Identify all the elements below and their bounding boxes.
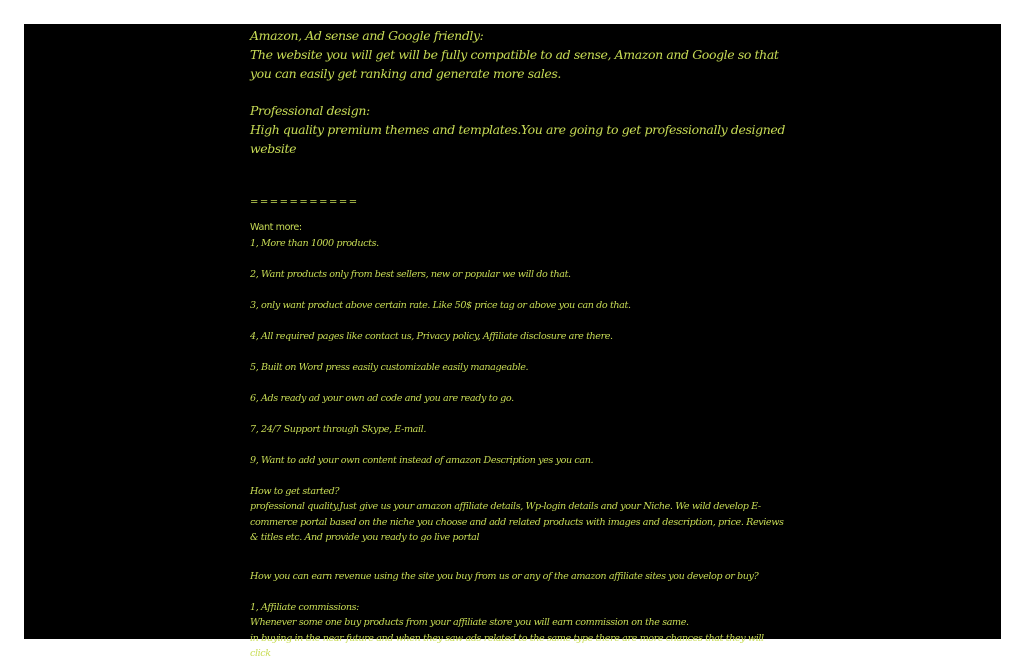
started-heading: How to get started? [250,485,340,497]
list-item: 9, Want to add your own content instead of amazon Description yes you can. [250,454,594,466]
list-item: 7, 24/7 Support through Skype, E-mail. [250,423,426,435]
list-item: 1, More than 1000 products. [250,237,379,249]
amazon-text: The website you will get will be fully compatible to ad sense, Amazon and Google so that you can easily get ranking and generate more sales. [250,47,779,81]
design-heading: Professional design: [250,103,370,118]
document-panel [24,24,1001,659]
list-item: 6, Ads ready ad your own ad code and you are ready to go. [250,392,514,404]
document-content [250,26,785,662]
revenue-question: How you can earn revenue using the site you buy from us or any of the amazon affiliate sites you develop or buy? [250,570,759,582]
list-item: 3, only want product above certain rate. Like 50$ price tag or above you can do that. [250,299,631,311]
separator-line: =========== [250,197,359,208]
started-text: professional quality.Just give us your amazon affiliate details, Wp-login details and your Niche. We wild develop E-commerce portal based on the niche you choose and add related products with images and description, price. Reviews & titles etc. And provide you ready to go live portal [250,501,784,543]
list-item: 4, All required pages like contact us, Privacy policy, Affiliate disclosure are there. [250,330,613,342]
design-text: High quality premium themes and templates.You are going to get professionally designed website [250,122,785,156]
affiliate-heading: 1, Affiliate commissions: [250,601,360,613]
affiliate-text-1: Whenever some one buy products from your affiliate store you will earn commission on the same. [250,617,689,628]
want-more-label: Want more: [250,222,302,233]
list-item: 2, Want products only from best sellers, new or popular we will do that. [250,268,571,280]
affiliate-text-2: in buying in the near future and when they saw ads related to the same type there are more chances that they will click [250,632,764,659]
amazon-heading: Amazon, Ad sense and Google friendly: [250,28,484,43]
list-item: 5, Built on Word press easily customizable easily manageable. [250,361,529,373]
